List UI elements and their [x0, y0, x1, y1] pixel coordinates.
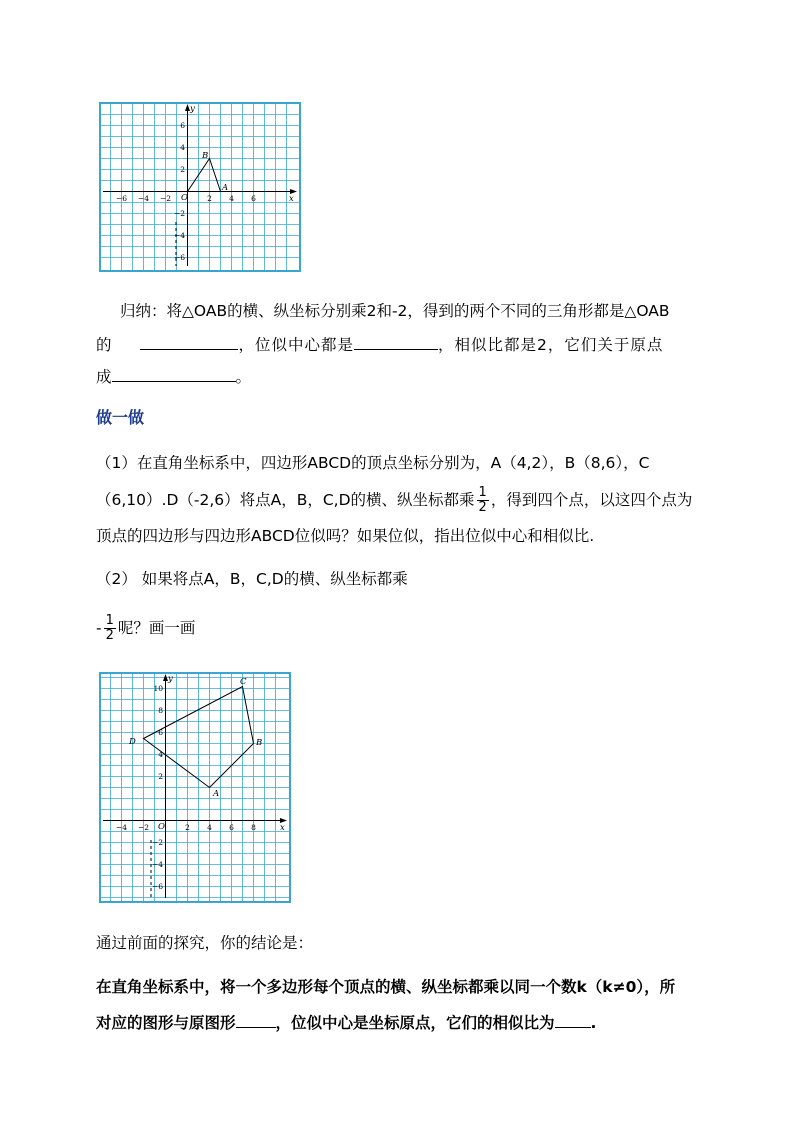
answer-blank-3[interactable] — [112, 365, 236, 382]
x-axis-label: x — [280, 823, 285, 833]
q1-line-1: （1）在直角坐标系中，四边形ABCD的顶点坐标分别为，A（4,2），B（8,6），C — [96, 454, 650, 472]
summary-text: 成 — [96, 368, 112, 386]
fraction-denominator: 2 — [478, 500, 487, 515]
q2-line-2 — [96, 610, 195, 646]
minus-sign: - — [96, 619, 102, 637]
y-tick: 6 — [180, 121, 185, 130]
point-d-label: D — [129, 737, 136, 747]
conclusion-intro: 通过前面的探究，你的结论是： — [96, 934, 314, 952]
q1-text: （6,10）.D（-2,6）将点A，B，C,D的横、纵坐标都乘 — [96, 491, 475, 509]
answer-blank-1[interactable] — [140, 333, 238, 350]
fraction-numerator: 1 — [105, 613, 114, 628]
x-tick: 6 — [229, 823, 234, 832]
conclusion-text: 对应的图形与原图形 — [96, 1014, 236, 1032]
q1-line-2 — [96, 482, 692, 518]
point-a-label: A — [213, 789, 220, 799]
y-tick: 4 — [180, 143, 185, 152]
x-tick: −4 — [137, 194, 150, 203]
fraction-numerator: 1 — [478, 485, 487, 500]
origin-label: O — [158, 822, 165, 832]
y-tick: 8 — [158, 706, 163, 715]
y-axis-label: y — [168, 674, 173, 684]
y-tick: 2 — [158, 772, 163, 781]
y-tick: 4 — [158, 750, 163, 759]
x-tick: −2 — [137, 823, 150, 832]
origin-label: O — [181, 193, 188, 203]
coordinate-graph-triangle-oab — [99, 102, 301, 272]
x-axis-label: x — [289, 194, 294, 204]
x-tick: 6 — [251, 194, 256, 203]
conclusion-text: . — [590, 1014, 597, 1032]
x-tick: −6 — [115, 194, 128, 203]
y-tick: −2 — [173, 209, 185, 218]
summary-text: ，位似中心都是 — [238, 336, 354, 354]
y-tick: −4 — [151, 860, 163, 869]
point-a-label: A — [222, 183, 229, 193]
section-heading: 做一做 — [96, 408, 145, 427]
y-tick: −4 — [173, 231, 185, 240]
fraction-one-half — [477, 486, 489, 515]
answer-blank-4[interactable] — [236, 1011, 276, 1028]
y-tick: −6 — [151, 882, 163, 891]
y-tick: 2 — [180, 165, 185, 174]
q2-line-1: （2） 如果将点A，B，C,D的横、纵坐标都乘 — [96, 570, 408, 588]
coordinate-graph-quadrilateral-abcd — [99, 672, 291, 903]
x-tick: 2 — [207, 194, 212, 203]
x-tick: 2 — [185, 823, 190, 832]
x-tick: −4 — [115, 823, 128, 832]
q1-text: ，得到四个点，以这四个点为 — [490, 491, 693, 509]
summary-text: ，相似比都是2，它们关于原点 — [437, 336, 664, 354]
summary-text: 的 — [96, 336, 113, 354]
y-axis-label: y — [190, 104, 195, 114]
answer-blank-5[interactable] — [555, 1011, 591, 1028]
conclusion-text: ，位似中心是坐标原点，它们的相似比为 — [275, 1014, 555, 1032]
x-tick: 8 — [251, 823, 256, 832]
point-c-label: C — [240, 677, 247, 687]
y-tick: −2 — [151, 838, 163, 847]
summary-line-2 — [96, 333, 663, 355]
q1-line-3: 顶点的四边形与四边形ABCD位似吗？如果位似，指出位似中心和相似比. — [96, 527, 595, 545]
summary-text: 。 — [235, 368, 252, 386]
summary-line-1: 归纳：将△OAB的横、纵坐标分别乘2和-2，得到的两个不同的三角形都是△OAB — [120, 302, 670, 320]
answer-blank-2[interactable] — [354, 333, 438, 350]
q2-text: 呢？画一画 — [117, 619, 196, 637]
point-b-label: B — [256, 738, 263, 748]
y-tick: −6 — [173, 253, 185, 262]
fraction-one-half — [104, 614, 116, 643]
summary-line-3 — [96, 365, 251, 387]
point-b-label: B — [202, 151, 209, 161]
fraction-denominator: 2 — [105, 628, 114, 643]
x-tick: 4 — [229, 194, 234, 203]
conclusion-line-2 — [96, 1011, 596, 1033]
conclusion-line-1: 在直角坐标系中，将一个多边形每个顶点的横、纵坐标都乘以同一个数k（k≠0），所 — [96, 978, 676, 996]
y-tick: 10 — [153, 684, 163, 693]
x-tick: 4 — [207, 823, 212, 832]
y-tick: 6 — [158, 728, 163, 737]
x-tick: −2 — [159, 194, 172, 203]
